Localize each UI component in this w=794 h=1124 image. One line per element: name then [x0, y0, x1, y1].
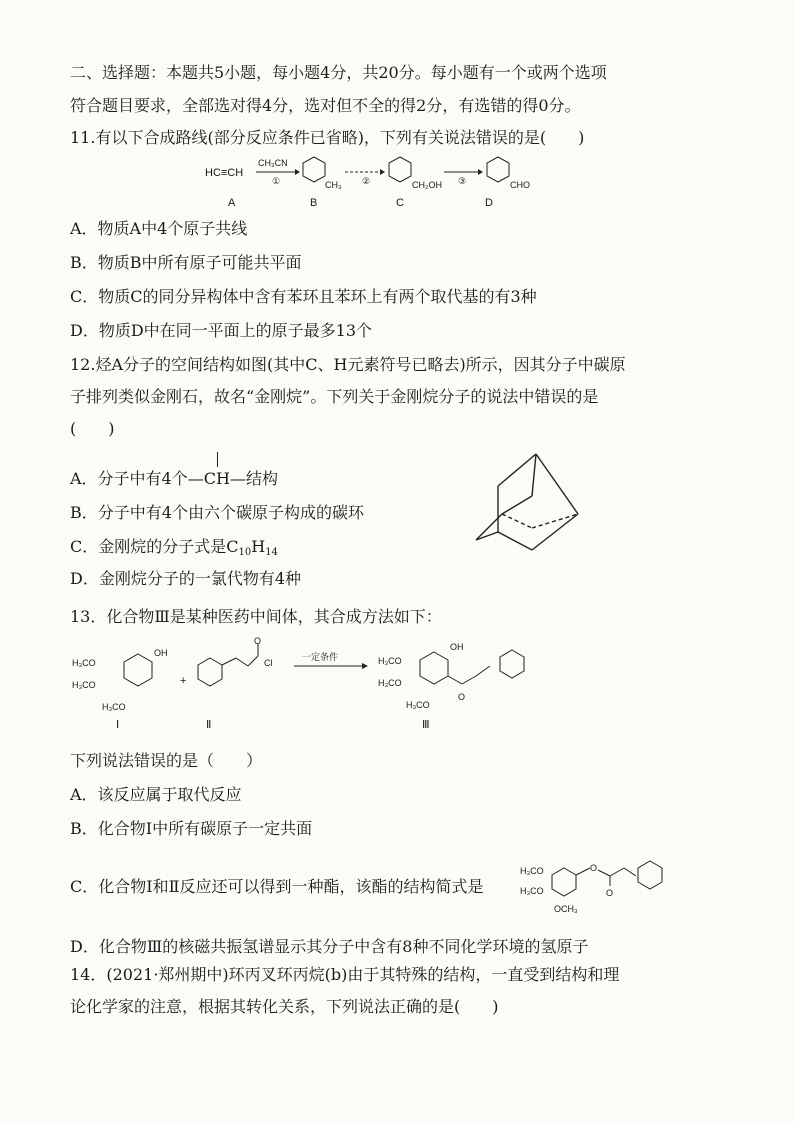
q13-option-b: B．化合物Ⅰ中所有碳原子一定共面 — [70, 819, 313, 838]
q12-stem-line2: 子排列类似金刚石，故名“金刚烷”。下列关于金刚烷分子的说法中错误的是 — [70, 387, 599, 406]
compound-1-label: Ⅰ — [116, 719, 120, 731]
compound-2-label: Ⅱ — [206, 719, 212, 731]
compound-1-ring — [124, 654, 152, 686]
q14-stem-line2: 论化学家的注意，根据其转化关系，下列说法正确的是( ) — [70, 997, 499, 1016]
q11-option-d: D．物质D中在同一平面上的原子最多13个 — [70, 321, 373, 340]
ester-och3: OCH₃ — [554, 904, 578, 914]
q12-stem-line3: ( ) — [70, 419, 115, 438]
q12-option-c-sub1: 10 — [238, 547, 252, 558]
compound-1-ome-3: H₃CO — [102, 702, 126, 712]
compound-1-ome-1: H₃CO — [72, 658, 96, 668]
section-heading-line1: 二、选择题：本题共5小题，每小题4分，共20分。每小题有一个或两个选项 — [70, 63, 607, 82]
compound-2-ring — [198, 644, 258, 686]
adamantane-structure — [462, 448, 602, 558]
q12-option-c-sub2: 14 — [265, 547, 278, 558]
q11-synthesis-scheme — [200, 152, 580, 210]
q13-option-a: A．该反应属于取代反应 — [70, 785, 242, 804]
compound-1-ome-2: H₃CO — [72, 680, 96, 690]
q11-reagent: CH₃CN — [258, 158, 288, 168]
q12-option-a-group-text: —CH— — [187, 469, 246, 488]
q12-option-a-group — [188, 468, 246, 490]
compound-3-ome-2: H₃CO — [378, 678, 402, 688]
q13-prompt: 下列说法错误的是（ ） — [70, 751, 263, 770]
q11-option-c: C．物质C的同分异构体中含有苯环且苯环上有两个取代基的有3种 — [70, 287, 537, 306]
q11-step3: ③ — [458, 176, 467, 186]
q11-option-a: A．物质A中4个原子共线 — [70, 219, 248, 238]
compound-3-o: O — [458, 692, 466, 702]
q13-option-d: D．化合物Ⅲ的核磁共振氢谱显示其分子中含有8种不同化学环境的氢原子 — [70, 937, 589, 956]
q12-option-d: D．金刚烷分子的一氯代物有4种 — [70, 569, 302, 588]
q12-option-a — [70, 468, 278, 490]
section-heading-line2: 符合题目要求，全部选对得4分，选对但不全的得2分，有选错的得0分。 — [70, 96, 581, 115]
q12-option-c-mid: H — [251, 537, 266, 556]
compound-2-o: O — [254, 636, 262, 646]
ester-o-carbonyl: O — [606, 888, 614, 898]
q13-reaction-scheme — [72, 636, 552, 740]
compound-3-ome-1: H₃CO — [378, 656, 402, 666]
q11-ring-d — [487, 157, 509, 182]
q11-label-c: C — [396, 197, 404, 209]
q12-option-c — [70, 536, 278, 564]
compound-1-oh: OH — [154, 648, 168, 658]
q13-option-c: C．化合物Ⅰ和Ⅱ反应还可以得到一种酯，该酯的结构简式是 — [70, 877, 484, 896]
q11-label-b: B — [310, 197, 318, 209]
q12-option-b: B．分子中有4个由六个碳原子构成的碳环 — [70, 503, 364, 522]
q11-b-substituent: CH₃ — [325, 180, 342, 190]
q11-ring-c — [389, 157, 411, 182]
ester-o-bridge: O — [590, 863, 598, 873]
q11-label-a: A — [228, 197, 236, 209]
q11-option-b: B．物质B中所有原子可能共平面 — [70, 253, 302, 272]
q11-step2: ② — [362, 176, 371, 186]
ester-ome-1: H₃CO — [520, 866, 544, 876]
q11-c-substituent: CH₂OH — [412, 180, 442, 190]
compound-3-ome-3: H₃CO — [406, 700, 430, 710]
compound-3-oh: OH — [450, 642, 464, 652]
q11-step1: ① — [272, 176, 281, 186]
q13-stem: 13．化合物Ⅲ是某种医药中间体，其合成方法如下： — [70, 607, 442, 626]
q11-d-substituent: CHO — [510, 180, 530, 190]
q12-option-a-prefix: A．分子中有4个 — [70, 469, 188, 488]
compound-3-label: Ⅲ — [422, 719, 430, 731]
ester-ome-2: H₃CO — [520, 886, 544, 896]
q11-ring-b — [303, 157, 325, 182]
compound-2-cl: Cl — [264, 658, 273, 668]
reaction-condition: 一定条件 — [302, 652, 339, 662]
plus-sign: + — [180, 675, 187, 687]
q11-stem: 11.有以下合成路线(部分反应条件已省略)，下列有关说法错误的是( ) — [70, 128, 585, 147]
q12-option-a-suffix: 结构 — [245, 469, 278, 488]
q11-start-material: HC≡CH — [205, 167, 244, 179]
q13-ester-structure — [520, 852, 760, 922]
compound-3-ring — [420, 650, 524, 684]
q12-stem-line1: 12.烃A分子的空间结构如图(其中C、H元素符号已略去)所示，因其分子中碳原 — [70, 355, 626, 374]
q14-stem-line1: 14．(2021·郑州期中)环丙叉环丙烷(b)由于其特殊的结构，一直受到结构和理 — [70, 965, 620, 984]
q12-option-c-prefix: C．金刚烷的分子式是C — [70, 537, 239, 556]
q11-label-d: D — [485, 197, 493, 209]
